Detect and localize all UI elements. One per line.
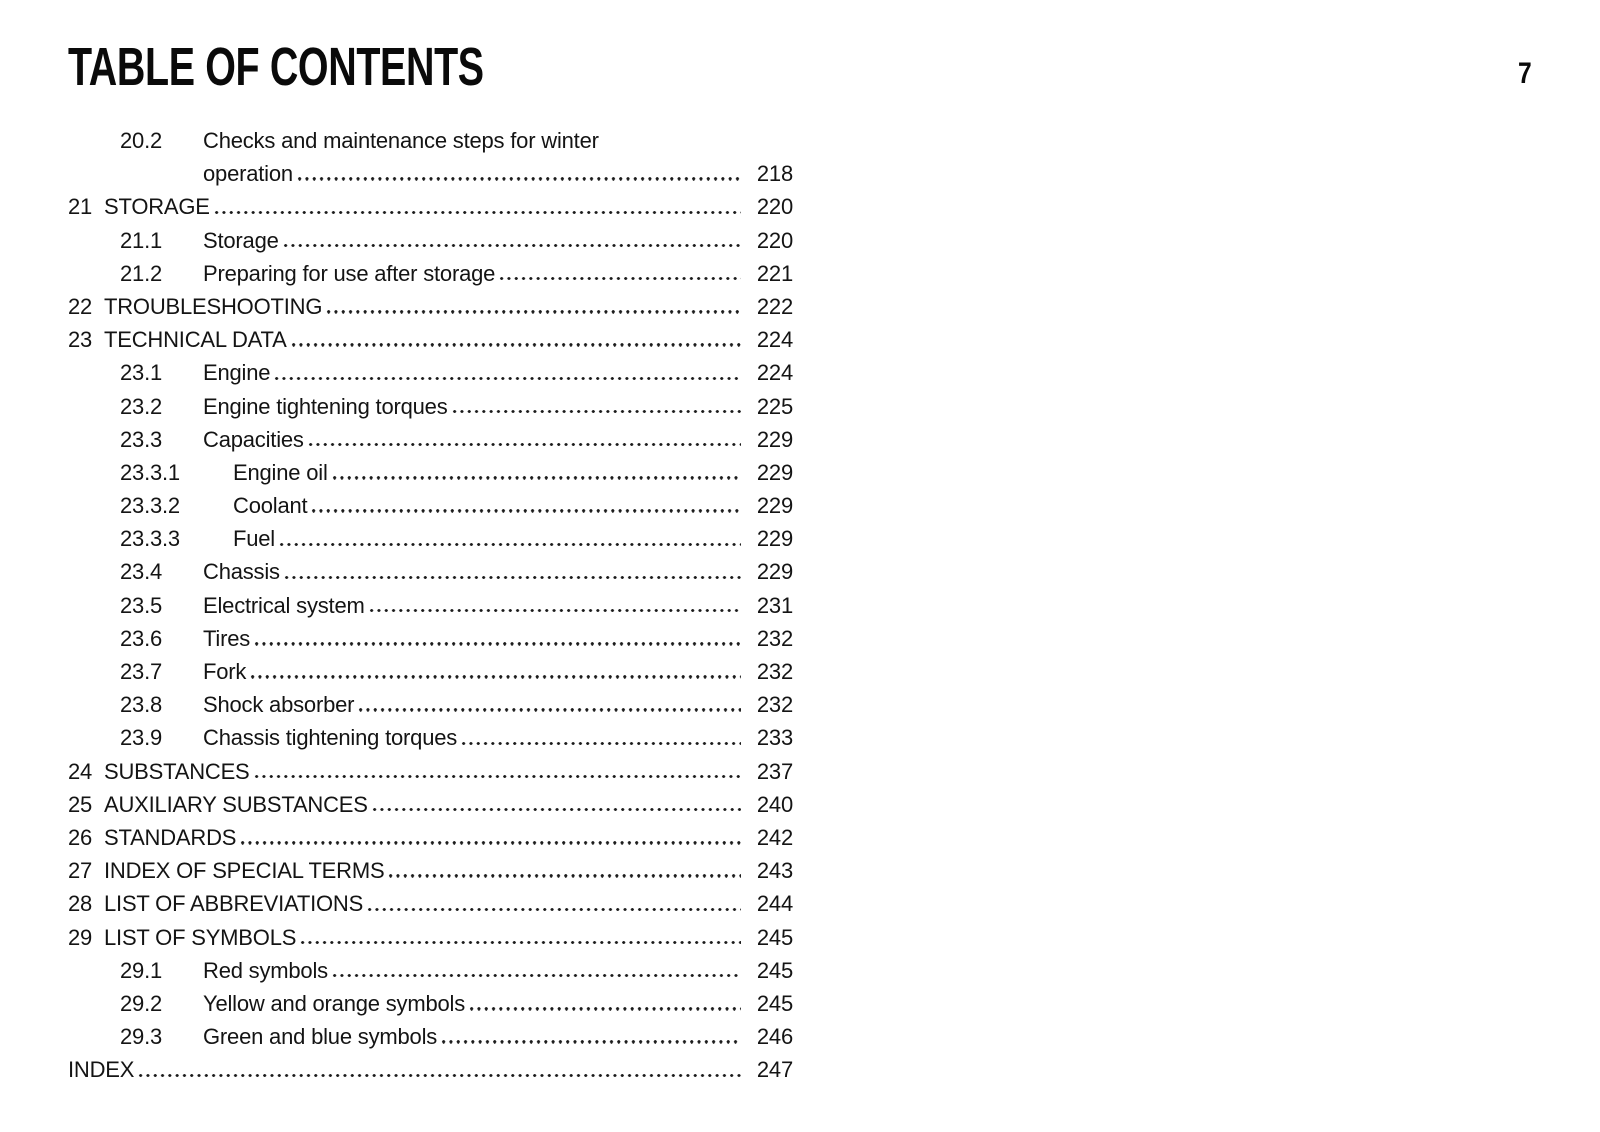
toc-entry-title: Engine tightening torques xyxy=(203,393,448,419)
toc-entry-number: 23.4 xyxy=(120,559,163,585)
toc-entry-number: 23.9 xyxy=(120,725,163,751)
toc-entry-number: 26 xyxy=(68,824,93,850)
toc-leader-dots xyxy=(239,841,741,844)
toc-leader-dots xyxy=(310,509,741,512)
toc-entry-title: STORAGE xyxy=(104,194,210,220)
toc-entry-number: 29 xyxy=(68,924,93,950)
toc-leader-dots xyxy=(253,642,741,645)
toc-row xyxy=(120,622,793,655)
toc-page-ref: 242 xyxy=(756,824,793,850)
toc-leader-dots xyxy=(460,742,741,745)
toc-row xyxy=(120,390,793,423)
toc-row xyxy=(68,821,793,854)
toc-leader-dots xyxy=(468,1007,741,1010)
toc-row xyxy=(68,1053,793,1086)
toc-leader-dots xyxy=(296,177,741,180)
toc-page-ref: 221 xyxy=(756,260,793,286)
toc-entry-title: Electrical system xyxy=(203,592,365,618)
toc-leader-dots xyxy=(387,874,741,877)
toc-entry-number: 29.3 xyxy=(120,1024,163,1050)
toc-entry-number: 23.6 xyxy=(120,625,163,651)
toc-page-ref: 237 xyxy=(756,758,793,784)
toc-leader-dots xyxy=(498,277,741,280)
toc-page-ref: 229 xyxy=(756,459,793,485)
toc-page-ref: 232 xyxy=(756,692,793,718)
toc-page-ref: 245 xyxy=(756,924,793,950)
toc-row xyxy=(120,356,793,389)
toc-row xyxy=(68,854,793,887)
toc-entry-title: INDEX xyxy=(68,1057,135,1083)
toc-entry-title: Coolant xyxy=(233,493,308,519)
toc-entry-title: Fuel xyxy=(233,526,275,552)
toc-entry-title: LIST OF ABBREVIATIONS xyxy=(104,891,364,917)
toc-entry-number: 24 xyxy=(68,758,93,784)
toc-row xyxy=(120,489,793,522)
toc-entry-number: 23.7 xyxy=(120,659,163,684)
toc-leader-dots xyxy=(307,443,741,446)
toc-entry-number: 23 xyxy=(68,327,93,353)
toc-row xyxy=(68,323,793,356)
toc-page-ref: 220 xyxy=(756,194,793,220)
toc-page-ref: 246 xyxy=(756,1024,793,1050)
toc-leader-dots xyxy=(368,609,741,612)
toc-row xyxy=(120,655,793,688)
toc-entry-title: Checks and maintenance steps for winter xyxy=(203,128,599,153)
toc-page-ref: 240 xyxy=(756,791,793,817)
toc-leader-dots xyxy=(331,476,741,479)
toc-entry-title: STANDARDS xyxy=(104,824,237,850)
toc-entry-title: Storage xyxy=(203,227,279,253)
toc-leader-dots xyxy=(213,211,741,214)
toc-entry-number: 23.1 xyxy=(120,360,163,386)
toc-row xyxy=(120,987,793,1020)
toc-row xyxy=(120,522,793,555)
toc-leader-dots xyxy=(137,1074,741,1077)
toc-entry-title: Capacities xyxy=(203,426,304,452)
toc-entry-title: Tires xyxy=(203,625,251,651)
toc-row xyxy=(68,788,793,821)
toc-row xyxy=(68,755,793,788)
toc-entry-title: SUBSTANCES xyxy=(104,758,250,784)
toc-entry-number: 21.1 xyxy=(120,227,163,253)
toc-entry-number: 29.1 xyxy=(120,957,163,983)
toc-entry-title: TECHNICAL DATA xyxy=(104,327,287,353)
toc-row xyxy=(120,555,793,588)
toc-leader-dots xyxy=(325,310,741,313)
toc-entry-number: 27 xyxy=(68,858,93,884)
toc-list xyxy=(68,124,793,1086)
toc-leader-dots xyxy=(357,708,741,711)
toc-page-ref: 224 xyxy=(756,360,793,386)
toc-leader-dots xyxy=(331,974,741,977)
toc-page-ref: 218 xyxy=(756,161,793,187)
toc-row xyxy=(120,589,793,622)
toc-page-ref: 232 xyxy=(756,625,793,651)
toc-row-continuation xyxy=(120,157,793,190)
toc-leader-dots xyxy=(371,808,741,811)
toc-entry-title: Green and blue symbols xyxy=(203,1024,438,1050)
toc-row xyxy=(68,887,793,920)
toc-page-ref: 220 xyxy=(756,227,793,253)
toc-page-ref: 229 xyxy=(756,559,793,585)
toc-page-ref: 229 xyxy=(756,493,793,519)
toc-entry-number: 28 xyxy=(68,891,93,917)
toc-entry-title-continued: operation xyxy=(203,161,293,187)
toc-entry-title: INDEX OF SPECIAL TERMS xyxy=(104,858,385,884)
toc-leader-dots xyxy=(299,941,741,944)
toc-entry-title: LIST OF SYMBOLS xyxy=(104,924,297,950)
toc-row xyxy=(120,124,793,157)
toc-entry-number: 23.8 xyxy=(120,692,163,718)
toc-entry-title: Preparing for use after storage xyxy=(203,260,496,286)
toc-entry-number: 21 xyxy=(68,194,93,220)
toc-leader-dots xyxy=(283,576,741,579)
toc-row xyxy=(68,290,793,323)
toc-page-ref: 245 xyxy=(756,957,793,983)
toc-row xyxy=(120,456,793,489)
toc-row xyxy=(68,921,793,954)
toc-entry-title: Chassis xyxy=(203,559,280,585)
toc-row xyxy=(120,954,793,987)
toc-page-ref: 222 xyxy=(756,293,793,319)
toc-entry-number: 29.2 xyxy=(120,990,163,1016)
toc-entry-title: AUXILIARY SUBSTANCES xyxy=(104,791,368,817)
toc-page-ref: 232 xyxy=(756,659,793,684)
toc-leader-dots xyxy=(249,675,741,678)
toc-entry-number: 23.3.1 xyxy=(120,459,180,485)
toc-leader-dots xyxy=(273,377,741,380)
toc-row xyxy=(120,423,793,456)
toc-page-ref: 244 xyxy=(756,891,793,917)
toc-page-ref: 245 xyxy=(756,990,793,1016)
toc-entry-title: Engine oil xyxy=(233,459,328,485)
toc-entry-number: 21.2 xyxy=(120,260,163,286)
toc-leader-dots xyxy=(440,1040,741,1043)
toc-entry-title: Fork xyxy=(203,659,247,684)
toc-row xyxy=(120,257,793,290)
toc-leader-dots xyxy=(366,908,741,911)
toc-leader-dots xyxy=(278,543,741,546)
toc-entry-title: Chassis tightening torques xyxy=(203,725,458,751)
toc-leader-dots xyxy=(290,343,741,346)
toc-page-ref: 247 xyxy=(756,1057,793,1083)
toc-entry-title: TROUBLESHOOTING xyxy=(104,293,323,319)
toc-entry-number: 23.3.2 xyxy=(120,493,180,519)
toc-leader-dots xyxy=(282,244,741,247)
toc-entry-number: 22 xyxy=(68,293,93,319)
toc-leader-dots xyxy=(451,410,741,413)
page-title: TABLE OF CONTENTS xyxy=(68,37,484,97)
toc-entry-number: 20.2 xyxy=(120,128,163,153)
toc-page-ref: 229 xyxy=(756,526,793,552)
toc-entry-number: 23.3 xyxy=(120,426,163,452)
page-number: 7 xyxy=(1518,57,1532,90)
toc-entry-number: 23.3.3 xyxy=(120,526,180,552)
toc-entry-title: Shock absorber xyxy=(203,692,355,718)
toc-entry-title: Yellow and orange symbols xyxy=(203,990,466,1016)
toc-page-ref: 243 xyxy=(756,858,793,884)
toc-row xyxy=(120,721,793,754)
toc-entry-number: 23.5 xyxy=(120,592,163,618)
toc-entry-title: Engine xyxy=(203,360,271,386)
toc-page-ref: 225 xyxy=(756,393,793,419)
toc-page-ref: 229 xyxy=(756,426,793,452)
toc-page-ref: 233 xyxy=(756,725,793,751)
toc-row xyxy=(120,688,793,721)
toc-entry-number: 23.2 xyxy=(120,393,163,419)
toc-leader-dots xyxy=(253,775,741,778)
toc-row xyxy=(68,190,793,223)
toc-row xyxy=(120,1020,793,1053)
toc-page-ref: 231 xyxy=(756,592,793,618)
toc-row xyxy=(120,224,793,257)
toc-entry-title: Red symbols xyxy=(203,957,328,983)
toc-page-ref: 224 xyxy=(756,327,793,353)
toc-entry-number: 25 xyxy=(68,791,93,817)
